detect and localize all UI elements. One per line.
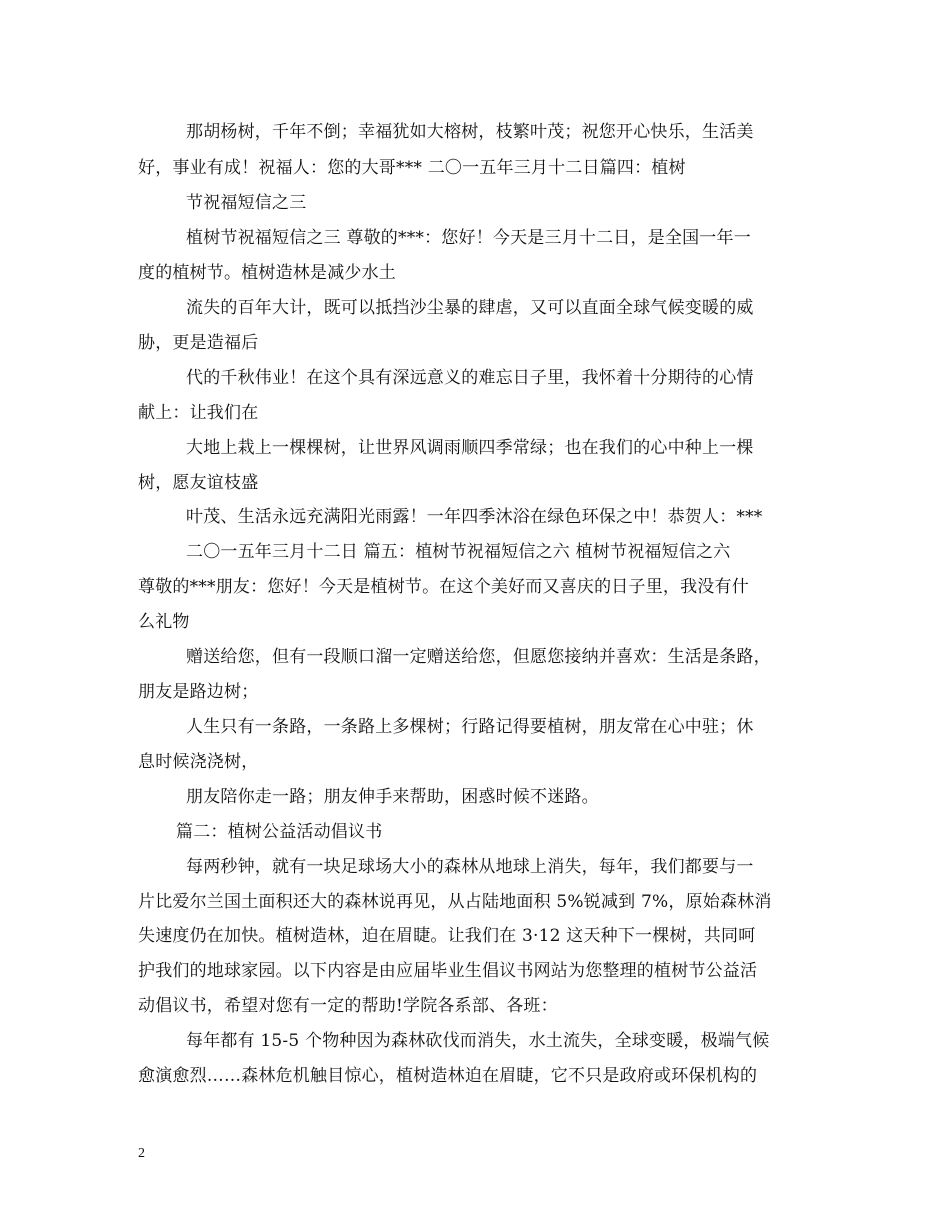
page-number: 2: [138, 1146, 145, 1161]
text-line: 朋友陪你走一路；朋友伸手来帮助，困惑时候不迷路。: [186, 787, 599, 807]
text-line: 每两秒钟，就有一块足球场大小的森林从地球上消失，每年，我们都要与一: [186, 857, 754, 877]
text-line: 片比爱尔兰国土面积还大的森林说再见，从占陆地面积 5%锐减到 7%，原始森林消: [138, 892, 772, 912]
text-line: 代的千秋伟业！在这个具有深远意义的难忘日子里，我怀着十分期待的心情: [186, 368, 754, 388]
text-line: 献上：让我们在: [138, 403, 259, 423]
text-line: 植树节祝福短信之三 尊敬的***：您好！今天是三月十二日，是全国一年一: [186, 228, 751, 248]
text-line: 尊敬的***朋友：您好！今天是植树节。在这个美好而又喜庆的日子里，我没有什: [138, 577, 749, 597]
text-line: 节祝福短信之三: [186, 193, 307, 213]
text-line: 叶茂、生活永远充满阳光雨露！一年四季沐浴在绿色环保之中！恭贺人：***: [186, 507, 763, 527]
text-line: 度的植树节。植树造林是减少水土: [138, 263, 396, 283]
text-line: 愈演愈烈……森林危机触目惊心，植树造林迫在眉睫，它不只是政府或环保机构的: [138, 1066, 758, 1086]
text-line: 么礼物: [138, 612, 190, 632]
text-line: 每年都有 15-5 个物种因为森林砍伐而消失，水土流失，全球变暖，极端气候: [186, 1031, 770, 1051]
text-line: 息时候浇浇树，: [138, 752, 259, 772]
text-line: 赠送给您，但有一段顺口溜一定赠送给您，但愿您接纳并喜欢：生活是条路，: [186, 647, 771, 667]
section-heading: 篇二：植树公益活动倡议书: [176, 822, 383, 842]
text-line: 大地上栽上一棵棵树，让世界风调雨顺四季常绿；也在我们的心中种上一棵: [186, 438, 754, 458]
text-line: 失速度仍在加快。植树造林，迫在眉睫。让我们在 3·12 这天种下一棵树，共同呵: [138, 926, 756, 946]
text-line: 护我们的地球家园。以下内容是由应届毕业生倡议书网站为您整理的植树节公益活: [138, 961, 758, 981]
text-line: 树，愿友谊枝盛: [138, 473, 259, 493]
text-line: 朋友是路边树；: [138, 682, 259, 702]
text-line: 那胡杨树，千年不倒；幸福犹如大榕树，枝繁叶茂；祝您开心快乐，生活美: [186, 122, 754, 142]
text-line: 好，事业有成！祝福人：您的大哥*** 二〇一五年三月十二日篇四：植树: [138, 158, 686, 178]
text-line: 胁，更是造福后: [138, 333, 259, 353]
text-line: 人生只有一条路，一条路上多棵树；行路记得要植树，朋友常在心中驻；休: [186, 717, 754, 737]
text-line: 流失的百年大计，既可以抵挡沙尘暴的肆虐，又可以直面全球气候变暖的威: [186, 298, 754, 318]
text-line: 动倡议书，希望对您有一定的帮助!学院各系部、各班：: [138, 996, 558, 1016]
text-line: 二〇一五年三月十二日 篇五：植树节祝福短信之六 植树节祝福短信之六: [186, 542, 731, 562]
